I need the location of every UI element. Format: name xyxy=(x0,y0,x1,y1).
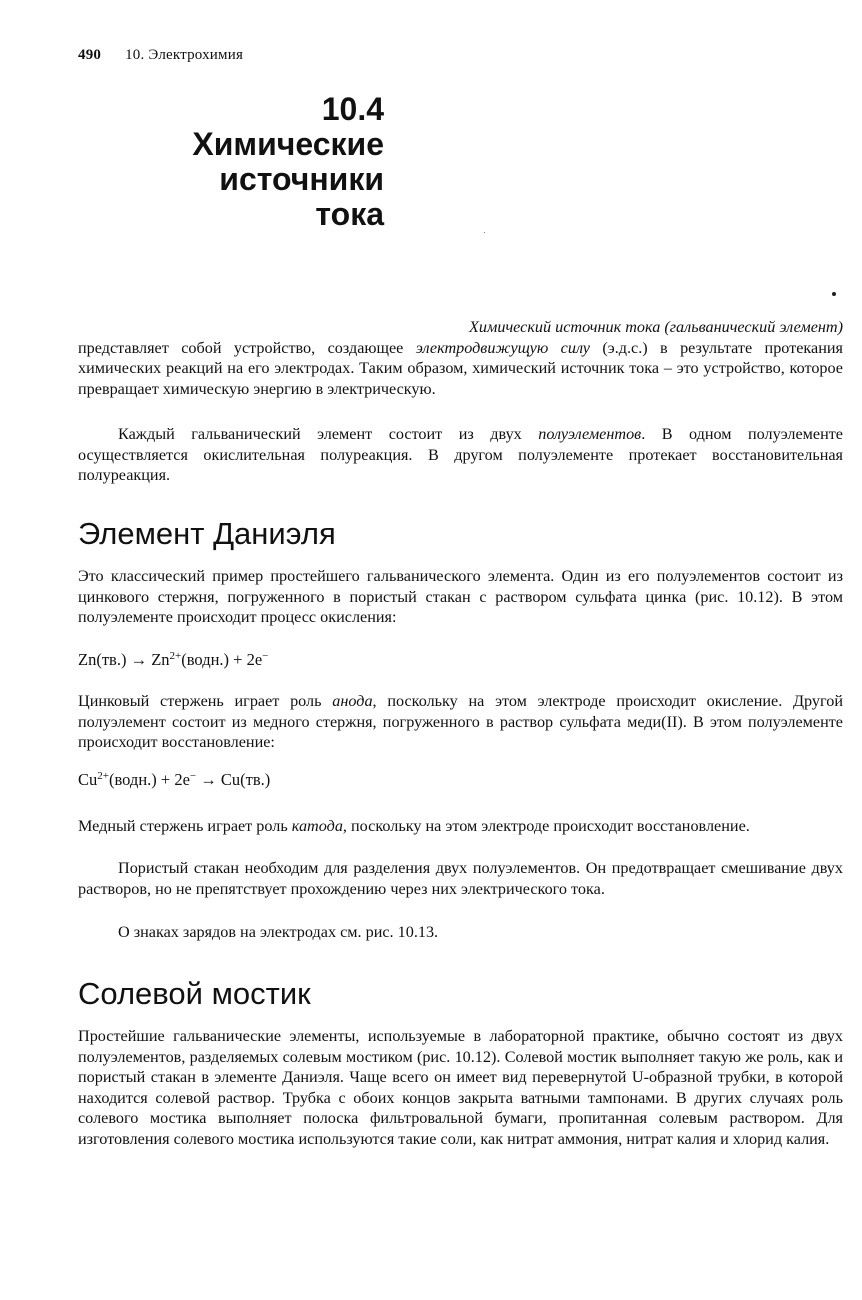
running-head xyxy=(78,47,243,64)
equation-copper-reduction xyxy=(78,769,270,791)
salt-bridge-paragraph: Простейшие гальванические элементы, используемые в лабораторной практике, обычно состоят из двух полуэлементов, разделяемых солевым мостиком (рис. 10.12). Солевой мостик выполняет такую же роль, как и пористый стакан в элементе Даниэля. Чаще всего он имеет вид перевернутой U-образной трубки, в которой находится солевой раствор. Трубка с обоих концов закрыта ватными тампонами. В других случаях роль солевого мостика выполняет полоска фильтровальной бумаги, пропитанная солевым раствором. Для изготовления солевого мостика используются такие соли, как нитрат аммония, нитрат калия и хлорид калия. xyxy=(78,1027,843,1148)
page-number: 490 xyxy=(78,47,102,63)
equation-zinc-oxidation xyxy=(78,649,268,671)
equation-superscript: − xyxy=(189,770,197,782)
term-anode: анода xyxy=(332,692,373,710)
paragraph-text: Цинковый стержень играет роль xyxy=(78,692,333,710)
heading-salt-bridge: Солевой мостик xyxy=(78,976,311,1011)
equation-superscript: 2+ xyxy=(97,770,109,782)
daniel-paragraph-4: Пористый стакан необходим для разделения двух полуэлементов. Он предотвращает смешивание двух растворов, но не препятствует прохождению через них электрического тока. xyxy=(78,859,843,898)
section-title-line: тока xyxy=(315,196,384,232)
print-speck xyxy=(484,232,485,233)
equation-superscript: − xyxy=(262,650,269,662)
section-title-line: источники xyxy=(219,161,384,197)
paragraph-text: Медный стержень играет роль xyxy=(78,817,292,835)
term-emf: электродвижущую силу xyxy=(415,338,590,357)
section-title-line: Химические xyxy=(192,126,384,162)
daniel-paragraph-3 xyxy=(78,816,843,837)
intro-paragraph-1 xyxy=(78,317,843,399)
paragraph-text: представляет собой устройство, создающее xyxy=(78,338,416,357)
equation-part: (водн.) + 2e xyxy=(181,650,263,669)
equation-part: Zn(тв.) → Zn xyxy=(78,650,170,669)
paragraph-text: (э.д.с.) в результате протекания химических реакций на его электродах. Таким образом, химический источник тока – это устройство, которое превращает химическую энергию в электрическую. xyxy=(78,338,843,398)
term-lead: Химический источник тока (гальванический элемент) xyxy=(469,318,843,336)
heading-daniel-cell: Элемент Даниэля xyxy=(78,516,336,551)
term-half-cells: полуэлементов xyxy=(538,425,642,443)
paragraph-text: , поскольку на этом электроде происходит окисление. Другой полуэлемент состоит из медного стержня, погруженного в раствор сульфата меди(II). В этом полуэлементе происходит восстановление: xyxy=(78,692,843,752)
chapter-title: 10. Электрохимия xyxy=(125,47,244,63)
daniel-paragraph-2 xyxy=(78,691,843,753)
margin-dot xyxy=(832,292,836,296)
paragraph-text: Каждый гальванический элемент состоит из двух xyxy=(118,425,539,443)
paragraph-text: , поскольку на этом электроде происходит восстановление. xyxy=(342,817,750,835)
intro-paragraph-2 xyxy=(78,424,843,486)
daniel-paragraph-5: О знаках зарядов на электродах см. рис. 10.13. xyxy=(118,923,439,941)
paragraph-text: . В одном полуэлементе осуществляется окислительная полуреакция. В другом полуэлементе протекает восстановительная полуреакция. xyxy=(78,425,843,485)
section-title xyxy=(192,92,384,232)
term-cathode: катода xyxy=(291,817,343,835)
equation-part: Cu xyxy=(78,770,98,789)
section-number: 10.4 xyxy=(321,91,384,127)
equation-superscript: 2+ xyxy=(169,650,182,662)
equation-part: → Cu(тв.) xyxy=(196,770,271,789)
daniel-paragraph-1: Это классический пример простейшего гальванического элемента. Один из его полуэлементов состоит из цинкового стержня, погруженного в пористый стакан с раствором сульфата цинка (рис. 10.12). В этом полуэлементе происходит процесс окисления: xyxy=(78,567,843,627)
equation-part: (водн.) + 2e xyxy=(108,770,190,789)
